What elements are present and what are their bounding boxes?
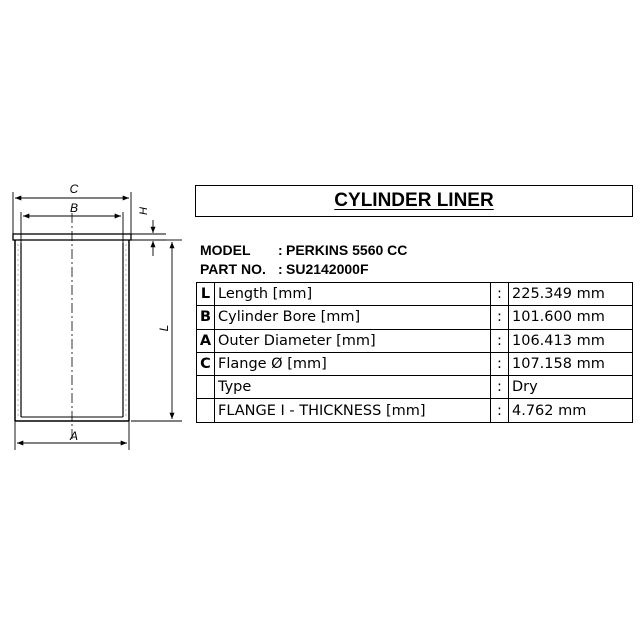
- spec-colon: :: [491, 283, 509, 306]
- spec-label: Flange Ø [mm]: [215, 352, 491, 375]
- spec-label: Outer Diameter [mm]: [215, 329, 491, 352]
- spec-row-type: [197, 376, 633, 399]
- part-label: PART NO.: [200, 261, 266, 277]
- page-title: CYLINDER LINER: [334, 190, 494, 211]
- dimension-l-label: L: [157, 324, 171, 332]
- spec-code: L: [197, 283, 215, 306]
- part-separator: :: [278, 261, 283, 277]
- spec-label: Cylinder Bore [mm]: [215, 306, 491, 329]
- spec-row-flange-thickness: [197, 399, 633, 422]
- title-box: [195, 185, 633, 217]
- spec-code: C: [197, 352, 215, 375]
- spec-value: 225.349 mm: [509, 283, 633, 306]
- dimension-h-label: H: [138, 207, 150, 215]
- spec-value: 4.762 mm: [509, 399, 633, 422]
- spec-code: [197, 399, 215, 422]
- model-label: MODEL: [200, 242, 251, 258]
- spec-code: A: [197, 329, 215, 352]
- spec-row-flange: [197, 352, 633, 375]
- part-value: SU2142000F: [286, 261, 369, 277]
- spec-colon: :: [491, 352, 509, 375]
- spec-row-bore: [197, 306, 633, 329]
- dimension-a-label: A: [69, 429, 79, 443]
- dimension-b-label: B: [69, 201, 79, 215]
- spec-row-length: [197, 283, 633, 306]
- spec-value: Dry: [509, 376, 633, 399]
- spec-value: 106.413 mm: [509, 329, 633, 352]
- spec-colon: :: [491, 399, 509, 422]
- model-value: PERKINS 5560 CC: [286, 242, 408, 258]
- spec-table: [196, 282, 633, 423]
- dimension-c-label: C: [69, 182, 79, 196]
- spec-label: Type: [215, 376, 491, 399]
- model-separator: :: [278, 242, 283, 258]
- spec-colon: :: [491, 376, 509, 399]
- spec-label: Length [mm]: [215, 283, 491, 306]
- spec-value: 107.158 mm: [509, 352, 633, 375]
- dimension-h: [131, 220, 166, 256]
- spec-code: B: [197, 306, 215, 329]
- spec-row-outer-diameter: [197, 329, 633, 352]
- spec-label: FLANGE I - THICKNESS [mm]: [215, 399, 491, 422]
- spec-colon: :: [491, 329, 509, 352]
- model-line: [200, 242, 407, 258]
- part-line: [200, 261, 369, 277]
- spec-code: [197, 376, 215, 399]
- spec-value: 101.600 mm: [509, 306, 633, 329]
- spec-colon: :: [491, 306, 509, 329]
